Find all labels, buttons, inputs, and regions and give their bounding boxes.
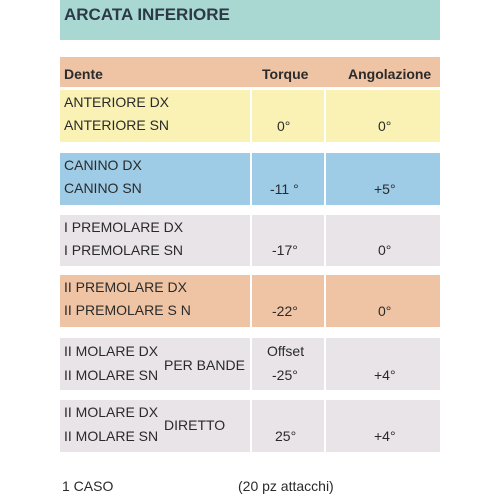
cell-torque — [252, 275, 324, 327]
dente-line1: II PREMOLARE DX — [64, 279, 187, 295]
row-molare-diretto — [60, 400, 440, 452]
dente-note: PER BANDE — [164, 357, 245, 373]
footer-caso: 1 CASO — [62, 478, 114, 494]
torque-value: -17° — [272, 242, 298, 258]
table-title: ARCATA INFERIORE — [60, 0, 440, 40]
angolazione-value: +5° — [374, 181, 396, 197]
dente-line1: CANINO DX — [64, 157, 142, 173]
cell-torque — [252, 215, 324, 266]
dente-note: DIRETTO — [164, 417, 226, 433]
cell-dente — [60, 153, 250, 205]
row-premolare-2 — [60, 275, 440, 327]
dente-line1: I PREMOLARE DX — [64, 219, 184, 235]
cell-angolazione — [326, 90, 440, 142]
row-anteriore — [60, 90, 440, 142]
cell-torque — [252, 400, 324, 452]
cell-angolazione — [326, 338, 440, 390]
dente-line2: II MOLARE SN — [64, 367, 159, 383]
cell-angolazione — [326, 275, 440, 327]
cell-dente — [60, 215, 250, 266]
cell-dente — [60, 400, 250, 452]
header-torque: Torque — [262, 66, 309, 82]
torque-value: -22° — [272, 303, 298, 319]
dente-line1: ANTERIORE DX — [64, 94, 170, 110]
torque-value: 25° — [275, 428, 297, 444]
row-premolare-1 — [60, 215, 440, 266]
row-molare-bande — [60, 338, 440, 390]
torque-note: Offset — [267, 343, 305, 359]
angolazione-value: +4° — [374, 428, 396, 444]
cell-torque — [252, 338, 324, 390]
torque-value: -11 ° — [270, 181, 299, 197]
dente-line2: CANINO SN — [64, 180, 142, 196]
cell-angolazione — [326, 153, 440, 205]
header-dente: Dente — [64, 66, 103, 82]
cell-dente — [60, 275, 250, 327]
torque-value: -25° — [272, 367, 298, 383]
dente-line2: I PREMOLARE SN — [64, 242, 184, 258]
angolazione-value: +4° — [374, 367, 396, 383]
dente-line1: II MOLARE DX — [64, 343, 159, 359]
angolazione-value: 0° — [378, 118, 392, 134]
dente-line2: ANTERIORE SN — [64, 117, 170, 133]
dente-line2: II PREMOLARE S N — [64, 302, 191, 318]
footer-attacchi: (20 pz attacchi) — [238, 478, 334, 494]
cell-dente — [60, 338, 250, 390]
row-canino — [60, 153, 440, 205]
cell-dente — [60, 90, 250, 142]
table-header — [60, 57, 440, 87]
torque-value: 0° — [277, 118, 291, 134]
dente-line2: II MOLARE SN — [64, 428, 159, 444]
angolazione-value: 0° — [378, 242, 392, 258]
cell-angolazione — [326, 400, 440, 452]
cell-torque — [252, 90, 324, 142]
angolazione-value: 0° — [378, 303, 392, 319]
header-angolazione: Angolazione — [348, 66, 432, 82]
cell-torque — [252, 153, 324, 205]
dente-line1: II MOLARE DX — [64, 404, 159, 420]
cell-angolazione — [326, 215, 440, 266]
